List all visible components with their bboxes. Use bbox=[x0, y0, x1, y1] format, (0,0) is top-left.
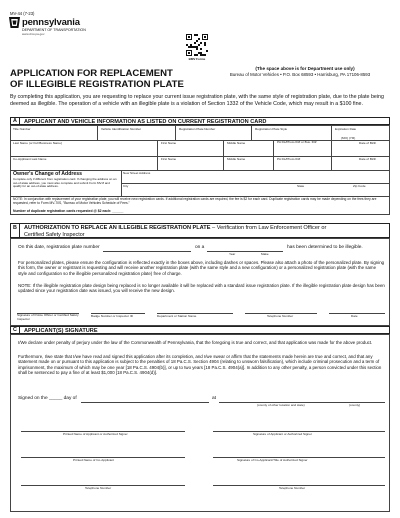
on-a-text: on a bbox=[195, 245, 205, 250]
section-c-penalty: Furthermore, I/we state that I/we have read and signed this application after its completion, and I/we swear or affirm that the statements made herein are true and correct, and that any statement made on or pursuant to this application is subject to the penalties of 18 Pa.C.S. Section 4904 (relating to unsworn falsification), which include criminal prosecution and a term of imprisonment, the maximum of which may be one year [18 Pa.C.S. 4904(b)], or up to two years [18 Pa.C.S. 4904(a)]. In addition to any other penalty, a person convicted under this section shall be sentenced to pay a fine of at least $1,000 [18 Pa.C.S. 4904(d)]. bbox=[18, 354, 382, 375]
coapplicant-pa-dl-label: PA DL/Photo ID# bbox=[277, 157, 301, 161]
street-address-label: New Street Address bbox=[123, 171, 151, 175]
coapplicant-telephone-label: Telephone Number bbox=[279, 486, 306, 490]
section-a-letter: A bbox=[11, 118, 20, 124]
plate-style-label: Registration Plate Style bbox=[255, 127, 288, 131]
section-c-declaration: I/We declare under penalty of perjury under the law of the Commonwealth of Pennsylvania, that the foregoing is true and correct, and that application was made for the above product. bbox=[18, 340, 373, 345]
section-b-paragraph: For personalized plates, please ensure the configuration is reflected exactly in the boxes above, including dashes or spaces. Please also attach a photo of the personalized plate. By signing this form, the owner or registrant is requesting and will receive another registration plate (with the same style and a new configuration) or a personalized registration plate (with the same style and configuration so the illegible personalized registration plate) free of charge. bbox=[18, 260, 385, 276]
section-b-title-suffix: – Verification from Law Enforcement Officer or bbox=[210, 224, 327, 231]
applicant-printed-name-label: Printed Name of Applicant or Authorized Signer bbox=[63, 432, 128, 436]
location-label: (county of other location and state) bbox=[257, 403, 305, 407]
section-a-header bbox=[10, 117, 390, 125]
applicant-telephone-label: Telephone Number bbox=[85, 486, 112, 490]
first-name-label: First Name bbox=[161, 141, 177, 145]
signed-on-text: Signed on the _____ day of bbox=[18, 396, 77, 401]
dob-label: Date of Birth bbox=[359, 141, 377, 145]
duplicate-cards-line: Number of duplicate registration cards requested @ $2 each: ______ bbox=[13, 209, 124, 213]
make-label: Make bbox=[261, 252, 269, 256]
form-title-line2: OF ILLEGIBLE REGISTRATION PLATE bbox=[10, 79, 184, 90]
agency-name: pennsylvania bbox=[22, 17, 80, 28]
officer-date-label: Date bbox=[351, 314, 358, 318]
coapplicant-middle-name-label: Middle Name bbox=[227, 157, 246, 161]
applicant-signature-label: Signature of Applicant or Authorized Signer bbox=[253, 432, 312, 436]
zip-label: Zip Code bbox=[353, 184, 366, 188]
section-a-body bbox=[10, 125, 390, 215]
section-b-letter: B bbox=[11, 224, 20, 237]
coapplicant-first-name-label: First Name bbox=[161, 157, 177, 161]
officer-signature-label: Signature of Police Officer or Certified Safety Inspector bbox=[17, 313, 79, 321]
coapplicant-last-name-label: Co-Applicant Last Name bbox=[13, 157, 47, 161]
station-name-label: Department or Station Name bbox=[157, 314, 197, 318]
owner-change-text: Complete only if different from registration card. If changing the address on an out-of-state address, you must also complete and submit Form MV-8 and qualify for an out-of-state address. bbox=[13, 177, 117, 189]
year-label: Year bbox=[229, 252, 236, 256]
qr-code-icon bbox=[186, 34, 208, 56]
pa-dl-label: PA DL/Photo ID# or Bus. ID# bbox=[277, 140, 317, 144]
expiration-suffix: (MO) (YR) bbox=[341, 136, 356, 140]
form-title-line1: APPLICATION FOR REPLACEMENT bbox=[10, 68, 173, 79]
section-c-letter: C bbox=[11, 327, 20, 333]
last-name-label: Last Name (or Full Business Name) bbox=[13, 141, 62, 145]
title-number-label: Title Number bbox=[13, 127, 31, 131]
coapplicant-dob-label: Date of Birth bbox=[359, 157, 377, 161]
section-c-body bbox=[10, 334, 390, 512]
intro-paragraph: By completing this application, you are requesting to replace your current issue registration plate, with the same style of registration plate, due to the plate being deemed as illegible. The operation of a vehicle with an illegible plate is a violation of Section 1332 of the Vehicle Code, which may result in a $100 fine. bbox=[10, 94, 384, 107]
section-b-body bbox=[10, 238, 390, 326]
state-label: State bbox=[297, 184, 305, 188]
coapplicant-signature-label: Signature of Co-Applicant/Title of Authorized Signer bbox=[237, 458, 308, 462]
middle-name-label: Middle Name bbox=[227, 141, 246, 145]
bureau-address: Bureau of Motor Vehicles • P.O. Box 68593 • Harrisburg, PA 17106-8593 bbox=[229, 72, 371, 77]
expiration-label: Expiration Date bbox=[335, 127, 357, 131]
department-use-only: (The space above is for Department use only) bbox=[255, 66, 355, 71]
keystone-icon bbox=[8, 16, 21, 29]
agency-department: DEPARTMENT OF TRANSPORTATION bbox=[22, 27, 86, 32]
officer-telephone-label: Telephone Number bbox=[267, 314, 294, 318]
section-b-header bbox=[10, 223, 390, 238]
section-b-note: NOTE: If the illegible registration plate design being replaced is no longer available it will be replaced with a standard issue registration plate. If the illegible registration plate design has been updated since your registration date was issued, you will receive the new design. bbox=[18, 283, 385, 294]
section-b-title-main: AUTHORIZATION TO REPLACE AN ILLEGIBLE REGISTRATION PLATE bbox=[24, 224, 211, 231]
plate-number-label: Registration Plate Number bbox=[179, 127, 216, 131]
owner-change-title: Owner's Change of Address bbox=[13, 171, 83, 177]
qr-label: BMV Forms bbox=[188, 57, 206, 61]
agency-logo bbox=[8, 16, 108, 38]
badge-number-label: Badge Number or Inspector ID bbox=[91, 314, 133, 318]
section-a-note: NOTE: In conjunction with replacement of your registration plate, you will receive new registration cards. If additional registration cards are required, the fee is $2 for each card. Duplicate registration cards may be made depending on the fees they are requested, refer to Form MV-70S, "Bureau of Motor Vehicles Schedule of Fees." bbox=[13, 197, 377, 205]
coapplicant-printed-name-label: Printed Name of Co-Applicant bbox=[73, 458, 114, 462]
section-b-title-line2: Certified Safety Inspector bbox=[24, 231, 85, 238]
on-this-date-text: On this date, registration plate number bbox=[18, 245, 100, 250]
section-b-title bbox=[24, 225, 326, 231]
signed-at-text: at bbox=[212, 396, 217, 401]
section-c-header bbox=[10, 326, 390, 334]
form-number: MV-44 (7-23) bbox=[10, 11, 35, 16]
vin-label: Vehicle Identification Number bbox=[101, 127, 142, 131]
illegible-text: has been determined to be illegible. bbox=[287, 245, 363, 250]
city-label: City bbox=[123, 184, 129, 188]
county-label: (county) bbox=[349, 403, 361, 407]
section-c-title: APPLICANT(S) SIGNATURE bbox=[24, 327, 98, 334]
section-a-title: APPLICANT AND VEHICLE INFORMATION AS LISTED ON CURRENT REGISTRATION CARD bbox=[24, 118, 267, 125]
agency-website: www.dmv.pa.gov bbox=[22, 32, 45, 36]
